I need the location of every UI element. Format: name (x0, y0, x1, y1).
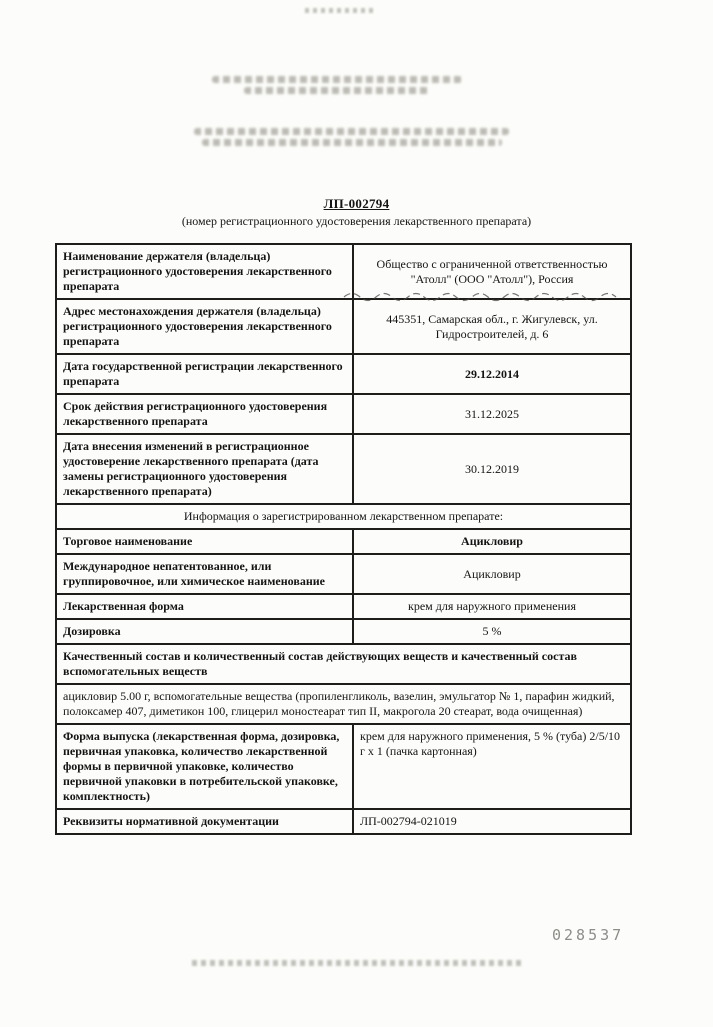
info-header: Информация о зарегистрированном лекарственном препарате: (56, 504, 631, 529)
faded-text-line (202, 139, 502, 146)
table-row-dosage-form (56, 594, 631, 619)
table-row-validity (56, 394, 631, 434)
row-value-normative-docs: ЛП-002794-021019 (353, 809, 631, 834)
registration-number-caption: (номер регистрационного удостоверения лекарственного препарата) (181, 214, 532, 228)
table-row-release-form (56, 724, 631, 809)
row-label-trade-name: Торговое наименование (56, 529, 353, 554)
row-value-validity: 31.12.2025 (353, 394, 631, 434)
row-label-dosage-form: Лекарственная форма (56, 594, 353, 619)
table-row-inn (56, 554, 631, 594)
row-label-inn: Международное непатентованное, или группировочное, или химическое наименование (56, 554, 353, 594)
row-value-address: 445351, Самарская обл., г. Жигулевск, ул. Гидростроителей, д. 6 (353, 299, 631, 354)
stamp-number: 028537 (552, 926, 625, 944)
row-label-amendment-date: Дата внесения изменений в регистрационное удостоверение лекарственного препарата (дата замены регистрационного удостоверения лекарственного препарата) (56, 434, 353, 504)
row-label-registration-date: Дата государственной регистрации лекарственного препарата (56, 354, 353, 394)
table-row-trade-name (56, 529, 631, 554)
handwritten-squiggle-artifact (342, 291, 627, 303)
table-row-dosage (56, 619, 631, 644)
row-label-dosage: Дозировка (56, 619, 353, 644)
table-row-composition-header (56, 644, 631, 684)
faded-text-line (212, 76, 462, 83)
row-value-holder: Общество с ограниченной ответственностью "Атолл" (ООО "Атолл"), Россия (353, 244, 631, 299)
row-label-validity: Срок действия регистрационного удостоверения лекарственного препарата (56, 394, 353, 434)
table-row-info-header (56, 504, 631, 529)
row-value-amendment-date: 30.12.2019 (353, 434, 631, 504)
registration-number-title (0, 196, 713, 229)
table-row-registration-date (56, 354, 631, 394)
registration-table (55, 243, 632, 835)
row-value-registration-date: 29.12.2014 (353, 354, 631, 394)
faded-stamp-text-1 (0, 72, 673, 98)
row-label-release-form: Форма выпуска (лекарственная форма, дозировка, первичная упаковка, количество лекарственной формы в первичной упаковке, количество первичной упаковки в потребительской упаковке, комплектность) (56, 724, 353, 809)
row-value-inn: Ацикловир (353, 554, 631, 594)
faded-text-line (194, 128, 509, 135)
table-row-composition-text (56, 684, 631, 724)
table-row-normative-docs (56, 809, 631, 834)
scan-artifact-top-marks (305, 8, 375, 13)
row-value-dosage-form: крем для наружного применения (353, 594, 631, 619)
row-value-release-form: крем для наружного применения, 5 % (туба) 2/5/10 г х 1 (пачка картонная) (353, 724, 631, 809)
composition-header: Качественный состав и количественный состав действующих веществ и качественный состав вспомогательных веществ (56, 644, 631, 684)
row-label-address: Адрес местонахождения держателя (владельца) регистрационного удостоверения лекарственного препарата (56, 299, 353, 354)
table-row-address (56, 299, 631, 354)
faded-text-line (244, 87, 429, 94)
row-value-trade-name: Ацикловир (353, 529, 631, 554)
faded-footer-text (192, 960, 522, 966)
row-label-normative-docs: Реквизиты нормативной документации (56, 809, 353, 834)
composition-text: ацикловир 5.00 г, вспомогательные вещества (пропиленгликоль, вазелин, эмульгатор № 1, парафин жидкий, полоксамер 407, диметикон 100, глицерил моностеарат тип II, макрогола 20 стеарат, вода очищенная) (56, 684, 631, 724)
table-row-amendment-date (56, 434, 631, 504)
row-label-holder: Наименование держателя (владельца) регистрационного удостоверения лекарственного препарата (56, 244, 353, 299)
registration-number: ЛП-002794 (323, 196, 390, 211)
row-value-dosage: 5 % (353, 619, 631, 644)
faded-stamp-text-2 (0, 124, 703, 150)
